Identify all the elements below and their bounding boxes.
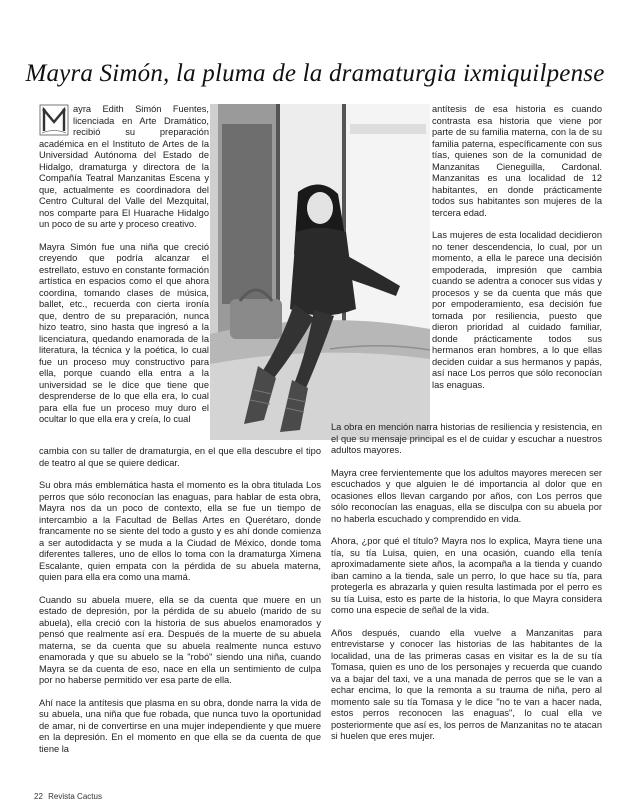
right-paragraph-2: Las mujeres de esta localidad decidieron no tener descendencia, lo cual, por un momento, a ella le parece una decisión empoderada, impresión que cambia cuando se adentra a conocer sus vidas y procesos y se da cuenta que más que por empoderamiento, esa decisión fue tomada por resiliencia, puesto que dieron prioridad al cuidado familiar, donde prácticamente todos sus hermanos eran hombres, a lo que ellas deciden cuidar a sus hermanos y papás, así nace Los perros que sólo reconocían las enaguas. (432, 230, 602, 390)
paragraph-4: Cuando su abuela muere, ella se da cuenta que muere en un estado de depresión, por la pérdida de su abuelo (marido de su abuela), ella creció con la historia de sus abuelos enamorados y pensó que realmente así era. Después de la muerte de su abuela materna, se da cuenta que su abuela realmente nunca estuvo enamorada y que su abuelo se la "robó" siendo una niña, cuando Mayra se da cuenta de eso, nace en ella un sentimiento de culpa por no haberse permitido ver esa parte de ella. (39, 594, 321, 685)
column-right-bottom (331, 422, 602, 754)
right-paragraph-3: La obra en mención narra historias de resiliencia y resistencia, en el que su mensaje principal es el de cuidar y escuchar a nuestros adultos mayores. (331, 422, 602, 455)
right-paragraph-6: Años después, cuando ella vuelve a Manzanitas para entrevistarse y conocer las historias de las habitantes de la localidad, una de las primeras casas en visitar es la de su tía Tomasa, quien es uno de los personajes y recuerda que cuando va a bajar del taxi, ve a una manada de perros que se le van a echar encima, lo que la remonta a su trauma de niña, pero al momento sale su tía Tomasa y le dice "no te van a hacer nada, estos perros reconocen las enaguas", lo cual ella ve posteriormente que así es, los perros de Manzanitas no te atacan si huelen que eres mujer. (331, 627, 602, 741)
paragraph-2-bottom: cambia con su taller de dramaturgia, en el que ella descubre el tipo de teatro al que se quiere dedicar. (39, 446, 321, 468)
intro-paragraph (39, 104, 209, 231)
intro-text: ayra Edith Simón Fuentes, licenciada en Arte Dramático, recibió su preparación académica en el Instituto de Artes de la Universidad Autónoma del Estado de Hidalgo, dramaturga y directora de la Compañía Teatral Manzanitas Escena y que, actualmente es coordinadora del Centro Cultural del Valle del Mezquital, nos comparte para El Huarache Hidalgo un poco de su arte y proceso creativo. (39, 104, 209, 229)
article-title: Mayra Simón, la pluma de la dramaturgia ixmiquilpense (25, 60, 605, 87)
column-right-top (432, 104, 602, 402)
column-left-bottom (39, 446, 321, 766)
page-footer (34, 792, 102, 801)
right-paragraph-1: antítesis de esa historia es cuando contrasta esa historia que viene por parte de su familia materna, con la de su familia paterna, específicamente con sus tías, quienes son de la comunidad de Manzanitas Cieneguilla, Cardonal. Manzanitas es una localidad de 12 habitantes, en donde prácticamente todos sus habitantes son mujeres de la tercera edad. (432, 104, 602, 218)
column-left-top (39, 104, 209, 437)
magazine-name: Revista Cactus (48, 792, 102, 801)
paragraph-2-top: Mayra Simón fue una niña que creció creyendo que podría alcanzar el estrellato, estuvo en constante formación artística en espacios como el que ahora coordina, tomando clases de música, ballet, etc., recuerda con cierta ironía que, dentro de su preparación, nunca hizo teatro, sino hasta que ingresó a la licenciatura, quedando enamorada de la literatura, la técnica y la poética, lo cual fue un proceso muy constructivo para ella, porque cuando ella entra a la universidad se le dice que tiene que desprenderse de lo que ella era, lo cual para ella fue un proceso muy duro el ocultar lo que ella era y creía, lo cual (39, 241, 209, 424)
portrait-photo (210, 104, 430, 440)
portrait-illustration (210, 104, 430, 440)
right-paragraph-4: Mayra cree fervientemente que los adultos mayores merecen ser escuchados y que alguien le dé importancia al dolor que en ocasiones ellos llevan cargando por años, con Los perros que sólo reconocían las enaguas, ella se disculpa con su abuela por no haberla escuchado y comprendido en vida. (331, 467, 602, 524)
paragraph-3: Su obra más emblemática hasta el momento es la obra titulada Los perros que sólo reconocían las enaguas, para hablar de esta obra, Mayra nos da un poco de contexto, ella se fue un tiempo de intercambio a la Facultad de Bellas Artes en Querétaro, donde francamente no se siente del todo a gusto y es ahí donde comienza a ser autodidacta y se muda a la Ciudad de México, donde toma diferentes talleres, uno de ellos lo toma con la dramaturga Ximena Escalante, quien empata con la pérdida de su abuela materna, quien para ella era como una mamá. (39, 480, 321, 582)
dropcap-ornament-icon (39, 104, 69, 136)
right-paragraph-5: Ahora, ¿por qué el título? Mayra nos lo explica, Mayra tiene una tía, su tía Luisa, quien, en una ocasión, cuando ella tenía aproximadamente siete años, la acompaña a la tienda y cuando iban camino a la tienda, sale un perro, lo que hace su tía, para protegerla es abrazarla y quien resulta lastimada por el perro es su tía Luisa, esto es parte de la historia, lo que Mayra considera como una especie de señal de la vida. (331, 536, 602, 615)
dropcap-letter (39, 104, 69, 136)
paragraph-5: Ahí nace la antítesis que plasma en su obra, donde narra la vida de su abuela, una niña que fue robada, que nunca tuvo la oportunidad de amar, ni de convertirse en una mujer independiente y que muere en la depresión. En el momento en que ella se da cuenta de que tiene la (39, 697, 321, 754)
page-number: 22 (34, 792, 43, 801)
